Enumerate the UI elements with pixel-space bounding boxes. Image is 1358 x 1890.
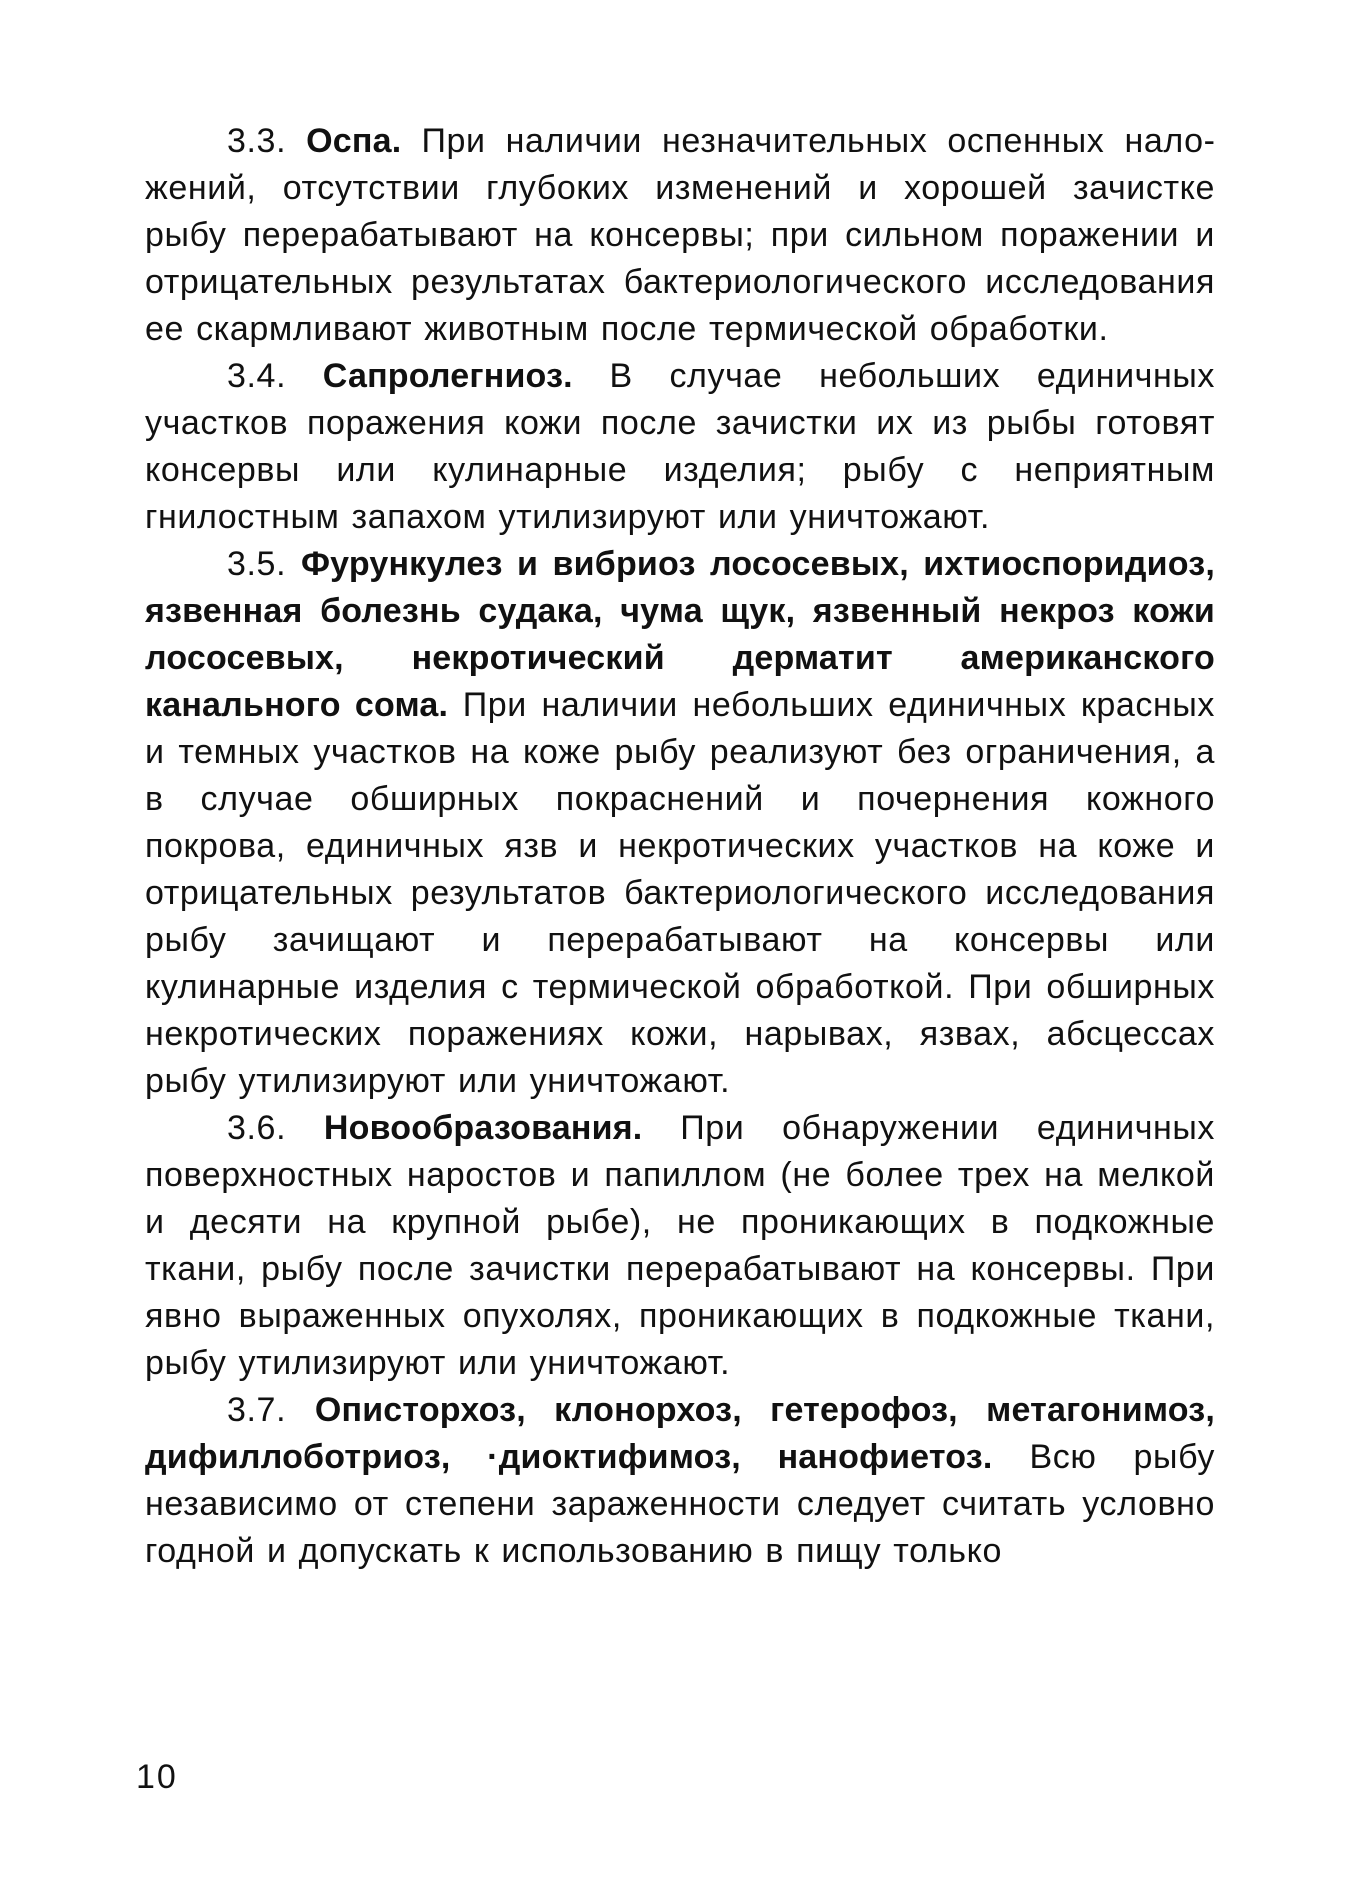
paragraph-3-3	[145, 118, 1215, 353]
paragraph-3-6	[145, 1105, 1215, 1387]
paragraph-number: 3.3.	[227, 122, 287, 160]
paragraph-3-5	[145, 541, 1215, 1105]
paragraph-text: При наличии небольших единичных красных и темных участков на коже рыбу реализуют без ограничения, а в случае обширных покраснений и почернения кожного покрова, единичных язв и некротических участков на коже и отрицательных результатов бактериологического исследования рыбу зачищают и перерабатывают на консервы или кулинарные изделия с термической обработкой. При обширных некротических поражениях кожи, нарывах, язвах, абсцессах рыбу утилизируют или уничтожают.	[145, 686, 1215, 1100]
paragraph-heading: Новообразования.	[323, 1109, 643, 1147]
page-number: 10	[136, 1758, 178, 1796]
paragraph-text: Всю рыбу независимо от степени зараженности следует считать условно годной и допускать к использованию в пищу только	[145, 1438, 1216, 1570]
paragraph-number: 3.4.	[227, 357, 287, 395]
paragraph-text: При обнаружении единичных поверхностных наростов и папиллом (не более трех на мелкой и десяти на крупной рыбе), не проникающих в подкожные ткани, рыбу после зачистки перерабатывают на консервы. При явно выраженных опухолях, проникающих в подкожные ткани, рыбу утилизируют или уничтожают.	[145, 1109, 1216, 1382]
paragraph-3-7	[145, 1387, 1215, 1575]
paragraph-heading: Описторхоз, клонорхоз, гетерофоз, метагонимоз, дифиллоботриоз, ·диоктифимоз, нанофиетоз.	[145, 1391, 1215, 1476]
paragraph-number: 3.5.	[227, 545, 287, 583]
paragraph-3-4	[145, 353, 1215, 541]
paragraph-heading: Сапролегниоз.	[322, 357, 573, 395]
paragraph-heading: Оспа.	[306, 122, 402, 160]
paragraph-text: В случае небольших единичных участков поражения кожи после зачистки их из рыбы готовят консервы или кулинарные изделия; рыбу с неприятным гнилостным запахом утилизируют или уничтожают.	[145, 357, 1216, 536]
paragraph-heading: Фурункулез и вибриоз лососевых, ихтиоспоридиоз, язвенная болезнь судака, чума щук, язвенный некроз кожи лососевых, некротический дерматит американского канального сома.	[145, 545, 1215, 724]
paragraph-number: 3.6.	[227, 1109, 287, 1147]
document-body	[145, 118, 1215, 1575]
paragraph-number: 3.7.	[227, 1391, 287, 1429]
paragraph-text: При наличии незначительных оспенных наложений, отсутствии глубоких изменений и хорошей зачистке рыбу перерабатывают на консервы; при сильном поражении и отрицательных результатах бактериологического исследования ее скармливают животным после термической обработки.	[145, 122, 1215, 348]
